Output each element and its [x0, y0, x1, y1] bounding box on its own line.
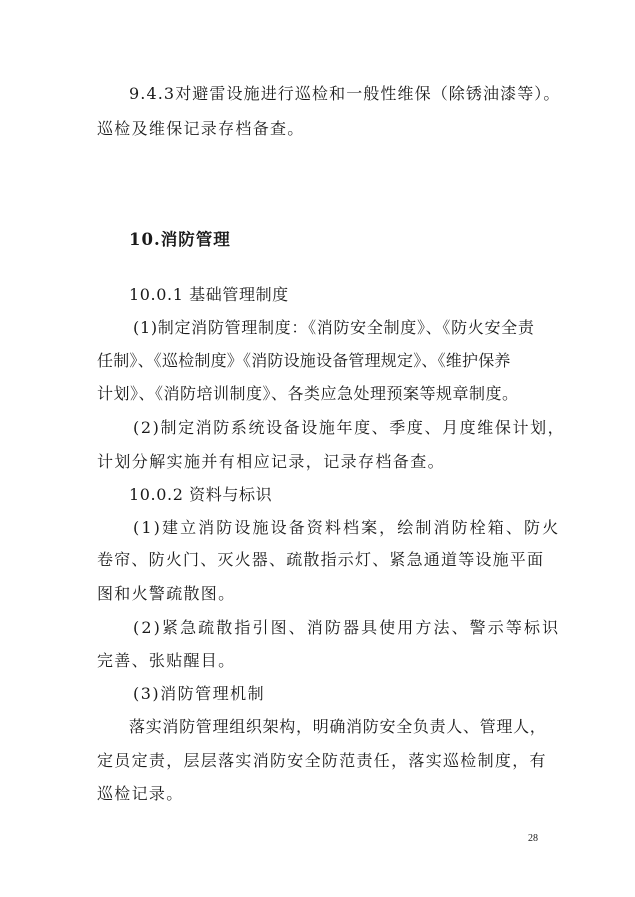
item-2-line-2: 计划分解实施并有相应记录，记录存档备查。 [97, 452, 446, 471]
item-3-line-1: (1)建立消防设施设备资料档案，绘制消防栓箱、防火 [133, 518, 561, 537]
section-10-0-1-title: 10.0.1 基础管理制度 [129, 285, 289, 304]
section-9-4-3-line-2: 巡检及维保记录存档备查。 [97, 119, 305, 138]
item-1-line-2: 任制》、《巡检制度》《消防设施设备管理规定》、《维护保养 [97, 351, 511, 370]
item-1-line-1: (1)制定消防管理制度：《消防安全制度》、《防火安全责 [133, 318, 535, 337]
item-5-line-1: 落实消防管理组织架构，明确消防安全负责人、管理人， [129, 717, 547, 736]
section-10-0-2-title: 10.0.2 资料与标识 [129, 485, 273, 504]
item-3-line-2: 卷帘、防火门、灭火器、疏散指示灯、紧急通道等设施平面 [97, 550, 545, 569]
item-4-line-2: 完善、张贴醒目。 [97, 651, 236, 670]
item-1-line-3: 计划》、《消防培训制度》、各类应急处理预案等规章制度。 [97, 384, 519, 403]
item-3-line-3: 图和火警疏散图。 [97, 584, 236, 603]
item-2-line-1: (2)制定消防系统设备设施年度、季度、月度维保计划， [133, 418, 566, 437]
section-9-4-3-line-1: 9.4.3对避雷设施进行巡检和一般性维保（除锈油漆等）。 [129, 84, 561, 103]
item-5-line-2: 定员定责，层层落实消防安全防范责任，落实巡检制度，有 [97, 751, 547, 770]
section-10-heading: 10.消防管理 [129, 230, 231, 249]
item-5-title: (3)消防管理机制 [133, 684, 266, 703]
item-5-line-3: 巡检记录。 [97, 784, 184, 803]
item-4-line-1: (2)紧急疏散指引图、消防器具使用方法、警示等标识 [133, 618, 561, 637]
page-number: 28 [528, 833, 538, 844]
